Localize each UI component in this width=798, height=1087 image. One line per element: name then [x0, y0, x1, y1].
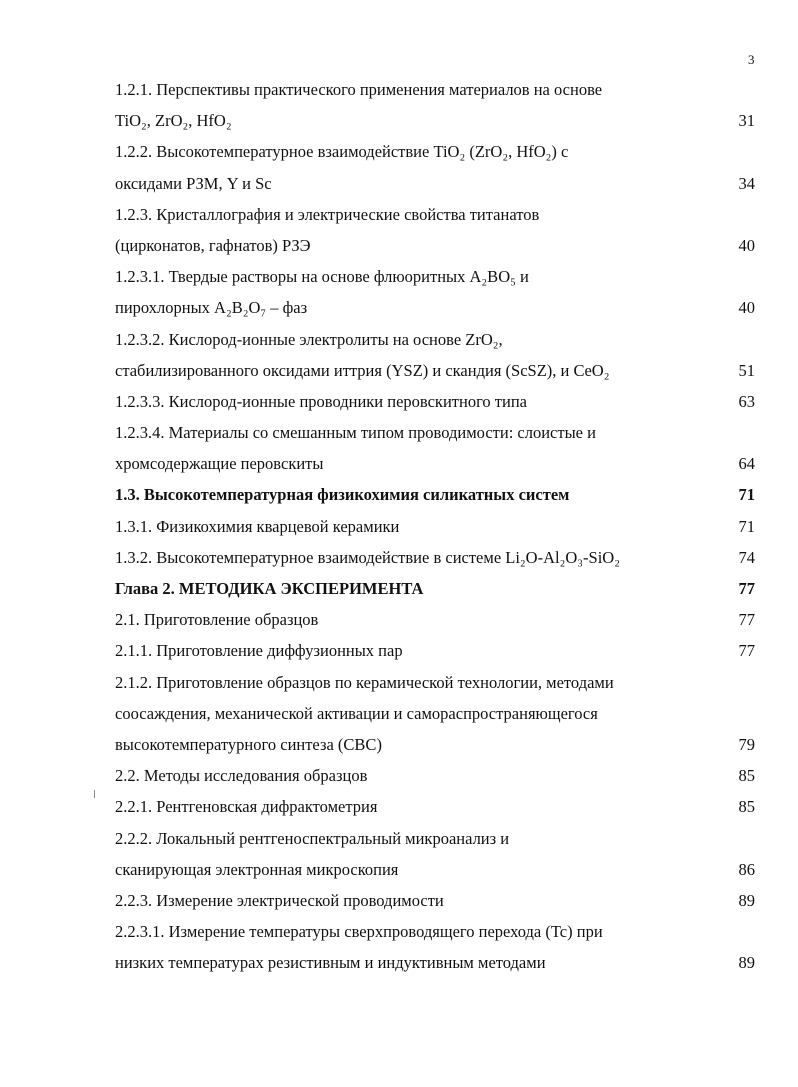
toc-line [115, 823, 755, 854]
toc-entry [115, 324, 755, 386]
toc-entry-page: 77 [738, 610, 755, 630]
toc-line [115, 292, 755, 323]
toc-entry-title: 2.2.2. Локальный рентгеноспектральный микроанализ и [115, 828, 510, 848]
toc-line [115, 604, 755, 635]
toc-entry-title: 1.2.3.1. Твердые растворы на основе флюоритных A₂BO₅ и [115, 267, 529, 287]
toc-entry-title: 1.2.1. Перспективы практического применения материалов на основе [115, 80, 603, 99]
toc-line [115, 168, 755, 199]
toc-entry-title: 2.2.3. Измерение электрической проводимости [115, 890, 444, 910]
toc-entry-title: 1.2.2. Высокотемпературное взаимодействие TiO₂ (ZrO₂, HfO₂) с [115, 142, 569, 162]
toc-entry [115, 417, 755, 479]
toc-entry-title: 1.2.3. Кристаллография и электрические свойства титанатов [115, 204, 540, 224]
toc-line [115, 729, 755, 760]
toc-entry-title: 2.2. Методы исследования образцов [115, 766, 368, 786]
toc-entry-page: 31 [738, 111, 755, 131]
toc-entry-page: 63 [738, 391, 755, 411]
table-of-contents [115, 74, 755, 978]
toc-entry [115, 261, 755, 323]
toc-entry-title: 2.1.1. Приготовление диффузионных пар [115, 641, 403, 661]
toc-line [115, 667, 755, 698]
toc-entry [115, 916, 755, 978]
scan-mark [94, 790, 95, 798]
toc-entry-title: 2.1.2. Приготовление образцов по керамической технологии, методами [115, 672, 614, 692]
toc-entry [115, 823, 755, 885]
toc-entry-title: 1.3.2. Высокотемпературное взаимодействие в системе Li₂O-Al₂O₃-SiO₂ [115, 547, 620, 567]
toc-line [115, 355, 755, 386]
toc-entry-page: 89 [738, 890, 755, 910]
toc-line [115, 136, 755, 167]
toc-entry [115, 573, 755, 604]
toc-entry-title: 1.2.3.3. Кислород-ионные проводники перовскитного типа [115, 391, 528, 411]
toc-line [115, 417, 755, 448]
page-number: 3 [748, 52, 755, 67]
toc-line [115, 448, 755, 479]
toc-line [115, 511, 755, 542]
toc-line [115, 105, 755, 136]
toc-line [115, 916, 755, 947]
toc-entry [115, 760, 755, 791]
toc-entry [115, 604, 755, 635]
toc-entry-page: 77 [738, 641, 755, 661]
toc-entry [115, 885, 755, 916]
toc-entry-title: (цирконатов, гафнатов) РЗЭ [115, 235, 311, 255]
toc-line [115, 479, 755, 510]
toc-line [115, 386, 755, 417]
toc-line [115, 324, 755, 355]
toc-entry-page: 86 [738, 859, 755, 879]
toc-line [115, 791, 755, 822]
toc-line [115, 230, 755, 261]
toc-line [115, 542, 755, 573]
toc-entry-page: 34 [738, 173, 755, 193]
toc-entry-page: 51 [738, 360, 755, 380]
toc-entry-title: 2.1. Приготовление образцов [115, 610, 319, 630]
toc-entry-page: 77 [738, 579, 755, 598]
toc-entry-title: 1.2.3.4. Материалы со смешанным типом проводимости: слоистые и [115, 423, 596, 443]
toc-entry-title: оксидами РЗМ, Y и Sc [115, 173, 272, 193]
toc-entry [115, 479, 755, 510]
toc-entry-page: 40 [738, 235, 755, 255]
toc-entry-page: 64 [738, 454, 755, 474]
toc-entry-title: 1.3. Высокотемпературная физикохимия силикатных систем [115, 485, 570, 505]
toc-entry-title: хромсодержащие перовскиты [115, 454, 324, 474]
toc-entry [115, 542, 755, 573]
toc-entry [115, 667, 755, 761]
toc-entry [115, 74, 755, 136]
toc-entry-title: Глава 2. МЕТОДИКА ЭКСПЕРИМЕНТА [115, 579, 424, 598]
toc-line [115, 635, 755, 666]
toc-entry-page: 79 [738, 734, 755, 754]
toc-entry [115, 199, 755, 261]
toc-entry-title: соосаждения, механической активации и самораспространяющегося [115, 703, 598, 723]
toc-entry-title: низких температурах резистивным и индуктивным методами [115, 953, 546, 973]
toc-entry-title: 2.2.3.1. Измерение температуры сверхпроводящего перехода (Tc) при [115, 922, 603, 942]
toc-line [115, 885, 755, 916]
toc-entry-page: 85 [738, 797, 755, 817]
toc-line [115, 74, 755, 105]
toc-entry-title: стабилизированного оксидами иттрия (YSZ) и скандия (ScSZ), и CeO₂ [115, 360, 610, 380]
toc-entry-page: 74 [738, 547, 755, 567]
toc-entry-title: 2.2.1. Рентгеновская дифрактометрия [115, 797, 378, 817]
toc-entry-title: сканирующая электронная микроскопия [115, 859, 399, 879]
toc-entry-page: 71 [738, 516, 755, 536]
toc-line [115, 199, 755, 230]
toc-line [115, 947, 755, 978]
toc-entry-title: 1.2.3.2. Кислород-ионные электролиты на основе ZrO₂, [115, 329, 503, 349]
toc-entry [115, 635, 755, 666]
toc-entry-page: 71 [738, 485, 755, 505]
toc-entry [115, 511, 755, 542]
toc-entry [115, 136, 755, 198]
toc-line [115, 760, 755, 791]
toc-entry [115, 386, 755, 417]
toc-entry-title: пирохлорных A₂B₂O₇ – фаз [115, 298, 308, 318]
toc-line [115, 698, 755, 729]
toc-entry-title: высокотемпературного синтеза (СВС) [115, 734, 382, 754]
toc-entry-page: 40 [738, 298, 755, 318]
toc-entry [115, 791, 755, 822]
toc-line [115, 854, 755, 885]
toc-entry-title: TiO₂, ZrO₂, HfO₂ [115, 111, 232, 131]
toc-line [115, 573, 755, 604]
toc-entry-title: 1.3.1. Физикохимия кварцевой керамики [115, 516, 400, 536]
toc-line [115, 261, 755, 292]
toc-entry-page: 89 [738, 953, 755, 973]
toc-entry-page: 85 [738, 766, 755, 786]
